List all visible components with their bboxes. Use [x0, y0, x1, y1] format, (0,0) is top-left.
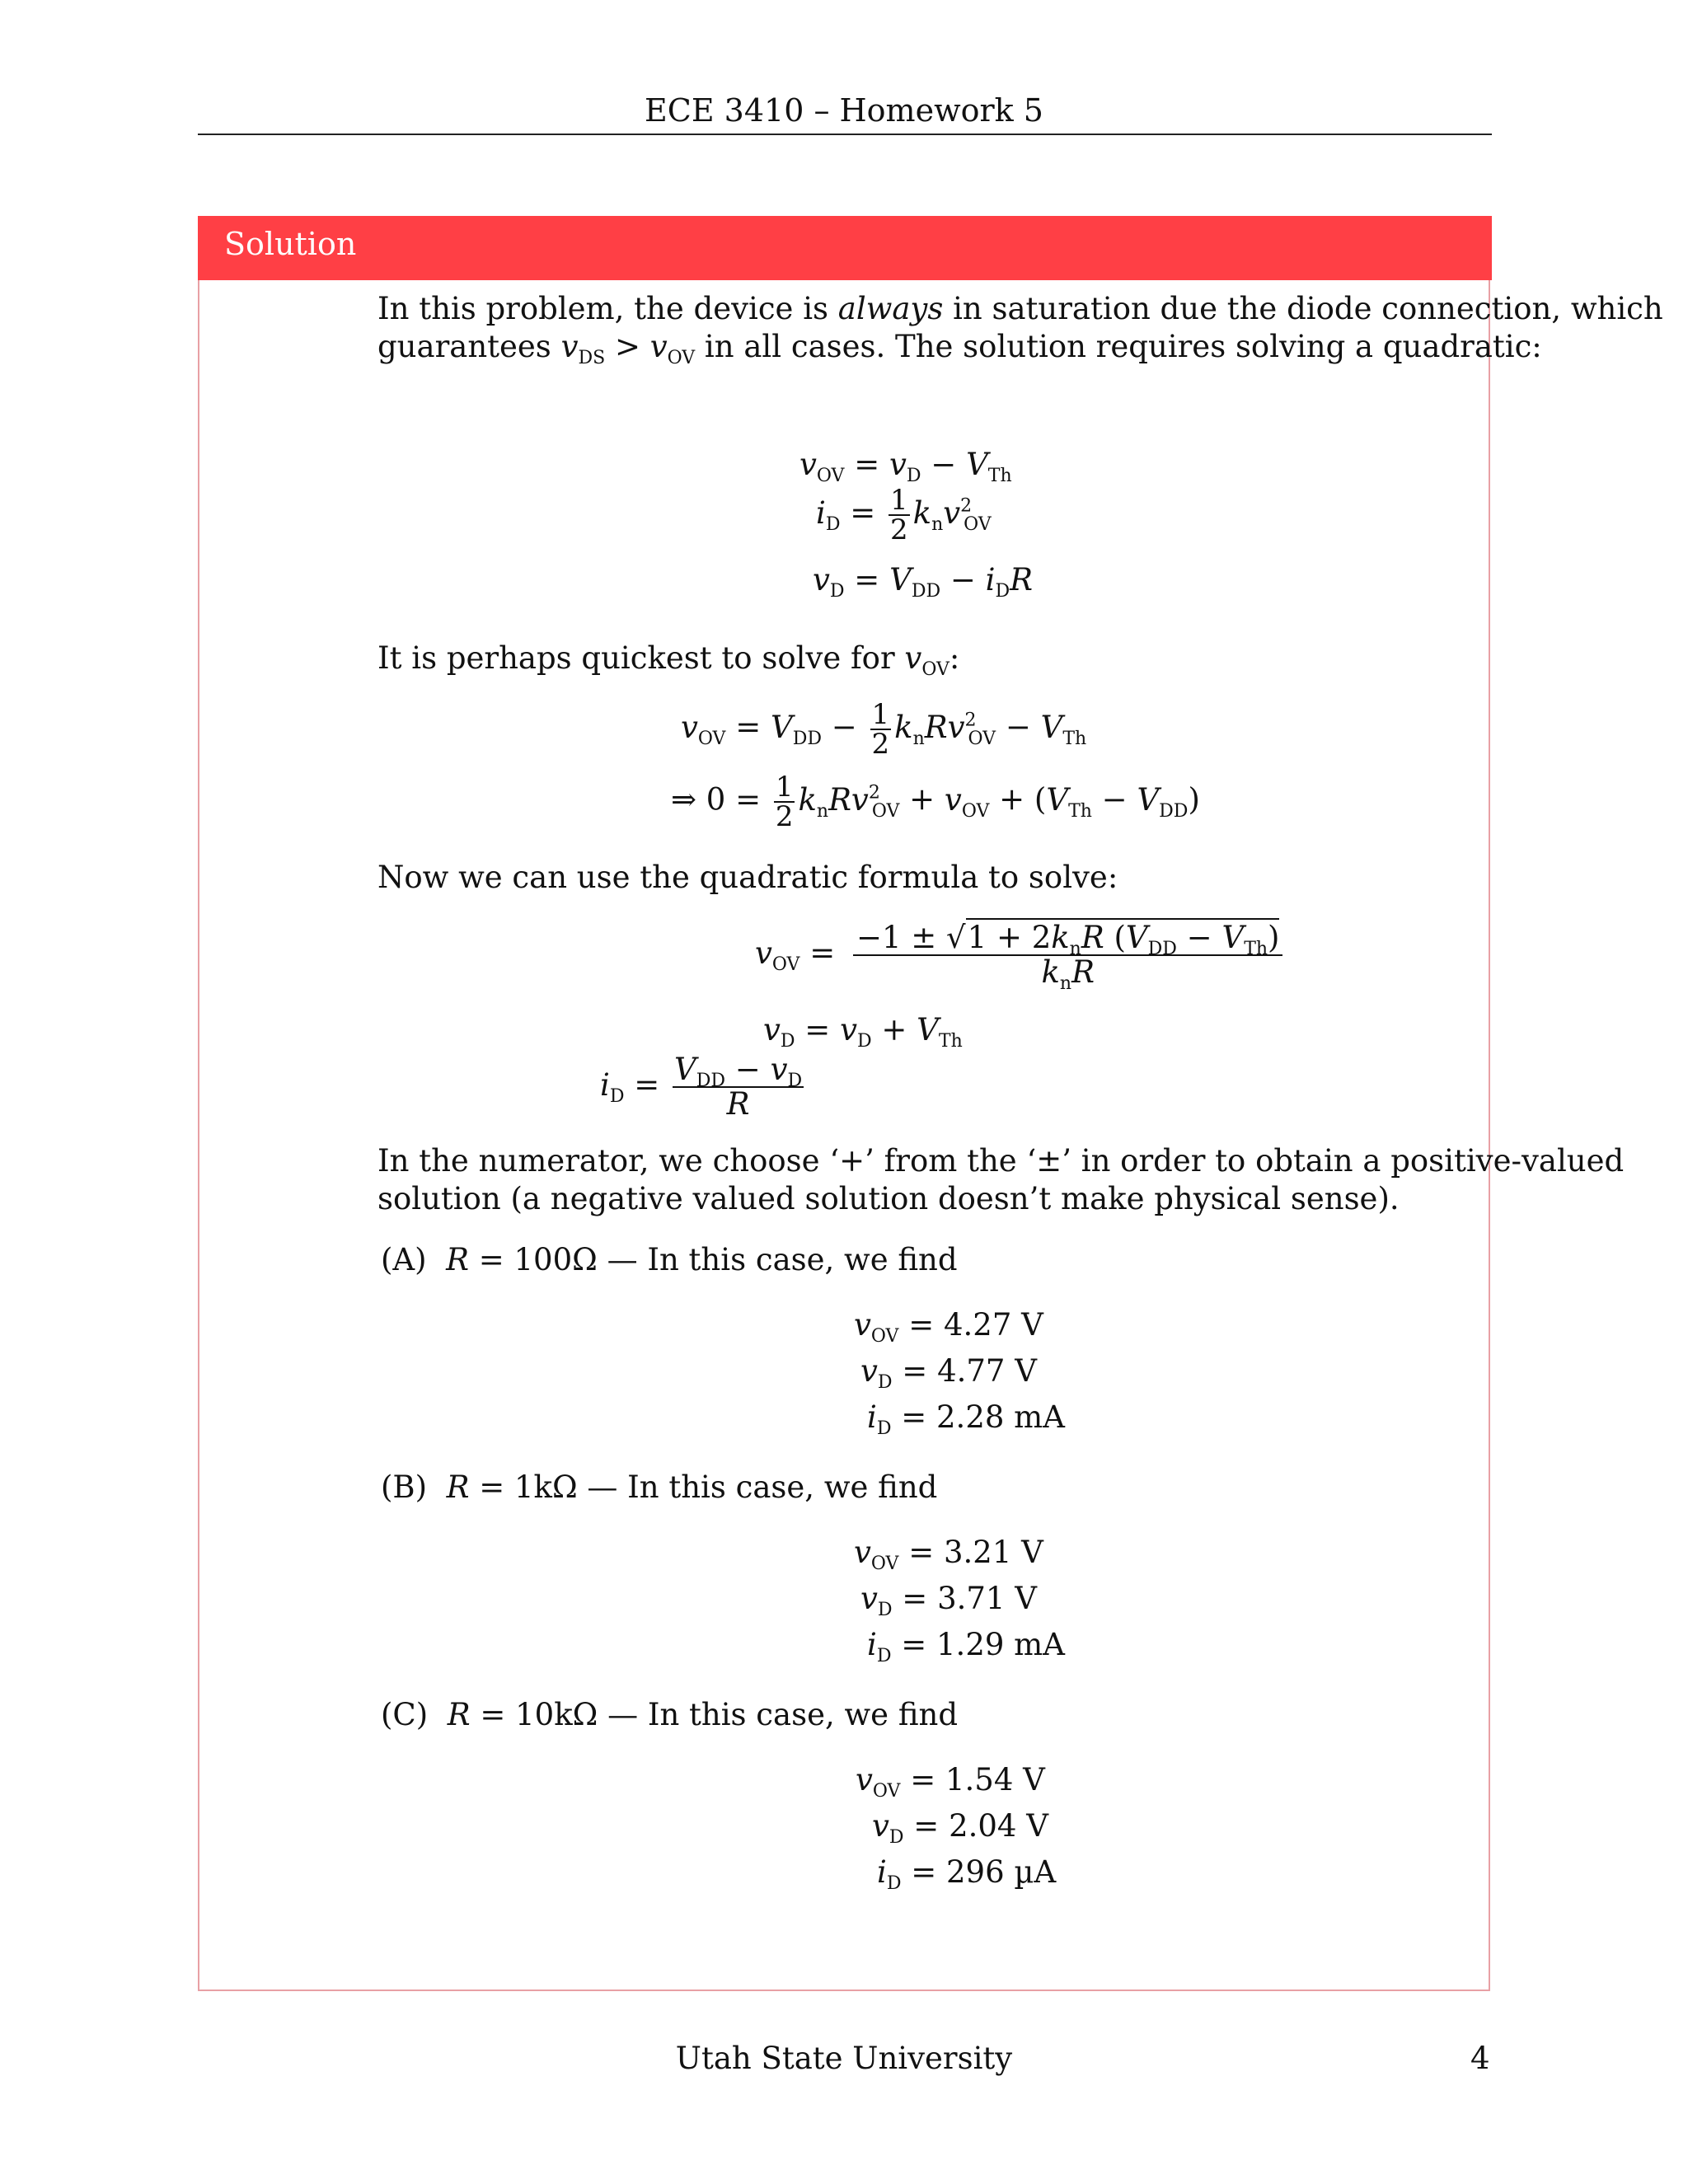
case-c-label: (C): [381, 1697, 429, 1732]
equation-quadratic-form: ⇒ 0 = $\frac{1}{2}$ $k_nRv^2_{OV} + v_{OV} + (V_{Th} - V_{DD})$: [671, 771, 1200, 833]
paragraph-numerator-line-1: In the numerator, we choose ‘+’ from the ‘±’ in order to obtain a positive-valued: [377, 1143, 1625, 1179]
equation-vov-definition: $v_{OV} = v_D - V_{Th}$: [799, 447, 1012, 486]
intro-line-1: [377, 290, 1663, 328]
intro-text-1b: in saturation due the diode connection, which: [943, 291, 1663, 326]
case-a-vov-value: 4.27 V: [943, 1307, 1043, 1343]
case-a-vov: $v_{OV} = 4.27$ V: [854, 1307, 1043, 1347]
case-b-vd: $v_D = 3.71$ V: [860, 1581, 1037, 1620]
case-b-vov: $v_{OV} = 3.21$ V: [854, 1535, 1043, 1574]
equation-vd-solution: $v_D = v_D + V_{Th}$: [763, 1012, 963, 1052]
case-a-id-value: 2.28 mA: [936, 1399, 1065, 1435]
case-a-resistance: 100Ω: [513, 1242, 598, 1277]
header-rule: [198, 134, 1492, 135]
footer-institution: Utah State University: [675, 2041, 1013, 2076]
case-c-resistance: 10kΩ: [515, 1697, 598, 1732]
case-b-id-value: 1.29 mA: [936, 1627, 1065, 1662]
case-c-vd: $v_D = 2.04$ V: [872, 1808, 1048, 1848]
case-c-text: — In this case, we find: [607, 1697, 959, 1732]
case-c-id: $i_D = 296$ µA: [877, 1854, 1057, 1894]
page-number: 4: [1470, 2041, 1490, 2076]
paragraph-quadratic-formula: Now we can use the quadratic formula to solve:: [377, 860, 1118, 895]
case-c-vov-value: 1.54 V: [945, 1762, 1045, 1797]
case-b-heading: (B) R = 1kΩ — In this case, we find: [381, 1469, 938, 1505]
case-a-text: — In this case, we find: [607, 1242, 958, 1277]
intro-text-2c: in all cases. The solution requires solving a quadratic:: [695, 329, 1542, 364]
intro-text-2b: >: [605, 329, 650, 364]
equation-vov-solution: $v_{OV}$ = $\frac{-1 \pm √1 + 2k_nR (V_{DD} - V_{Th})}{k_nR}$: [755, 921, 1286, 989]
case-a-vd: $v_D = 4.77$ V: [860, 1353, 1037, 1393]
case-b-vd-value: 3.71 V: [937, 1581, 1037, 1616]
paragraph-solve-for-text: It is perhaps quickest to solve for: [377, 640, 895, 676]
solution-header-bar: [198, 216, 1492, 280]
case-c-heading: (C) R = 10kΩ — In this case, we find: [381, 1697, 959, 1732]
paragraph-numerator-line-2: solution (a negative valued solution doesn’t make physical sense).: [377, 1181, 1400, 1216]
case-b-text: — In this case, we find: [587, 1469, 938, 1505]
case-b-resistance: 1kΩ: [513, 1469, 578, 1505]
intro-text-1a: In this problem, the device is: [377, 291, 838, 326]
intro-emphasis: always: [837, 291, 944, 326]
page-header-title: ECE 3410 – Homework 5: [645, 92, 1043, 129]
case-a-label: (A): [381, 1242, 427, 1277]
solution-heading: Solution: [224, 226, 357, 262]
case-a-heading: (A) R = 100Ω — In this case, we find: [381, 1242, 958, 1277]
case-b-label: (B): [381, 1469, 428, 1505]
equation-vov-substituted: $v_{OV} = V_{DD}$ − $\frac{1}{2}$ $k_nRv^2_{OV} - V_{Th}$: [681, 698, 1087, 761]
case-a-vd-value: 4.77 V: [937, 1353, 1037, 1389]
case-c-vd-value: 2.04 V: [949, 1808, 1048, 1844]
intro-text-2a: guarantees: [377, 329, 561, 364]
equation-vd-kvl: $v_D = V_{DD} - i_DR$: [813, 562, 1033, 602]
intro-line-2: guarantees $v_{DS} > v_{OV}$ in all cases. The solution requires solving a quadratic:: [377, 329, 1542, 368]
equation-id-square-law: $i_D$ = $\frac{1}{2}$ $k_nv^2_{OV}$: [816, 484, 992, 546]
case-b-vov-value: 3.21 V: [943, 1535, 1043, 1570]
paragraph-solve-for: It is perhaps quickest to solve for $v_{OV}$:: [377, 640, 960, 680]
case-c-id-value: 296 µA: [946, 1854, 1057, 1890]
case-c-vov: $v_{OV} = 1.54$ V: [856, 1762, 1045, 1802]
case-b-id: $i_D = 1.29$ mA: [867, 1627, 1065, 1666]
case-a-id: $i_D = 2.28$ mA: [867, 1399, 1065, 1439]
equation-id-solution: $i_D$ = $\frac{V_{DD} - v_D}{R}$: [600, 1052, 803, 1122]
